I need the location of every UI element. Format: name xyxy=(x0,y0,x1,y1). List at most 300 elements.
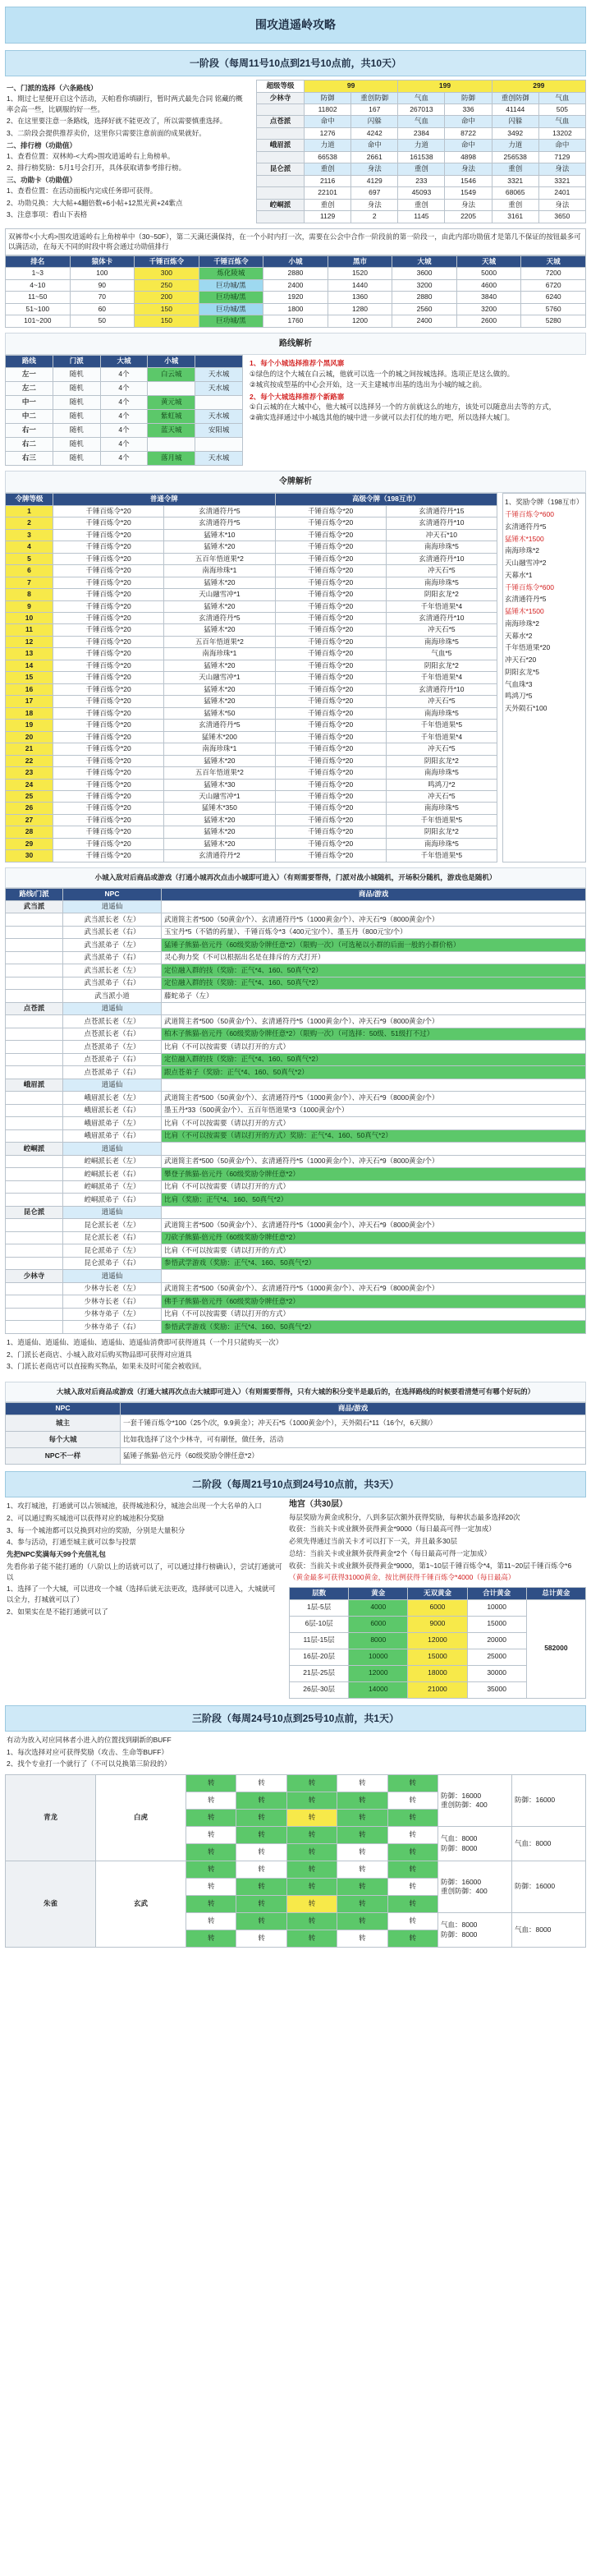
token-normal-a: 千锤百炼令*20 xyxy=(53,826,164,838)
npc-row xyxy=(6,1066,586,1079)
big-goods: 猛锤子熊猫-倍元丹（60级奖励令牌任意*2） xyxy=(121,1447,586,1464)
token-high-b: 南海珍珠*5 xyxy=(386,707,497,719)
npc-row xyxy=(6,1143,586,1156)
pay-header-1: 99 xyxy=(305,80,398,92)
tier-cell: 11~50 xyxy=(6,292,71,303)
pay-group: 崆峒派 xyxy=(257,199,305,210)
tier-cell: 1440 xyxy=(328,279,392,291)
pay-cell: 2661 xyxy=(351,151,398,163)
token-row xyxy=(6,624,497,636)
token-high-b: 阴阳玄龙*2 xyxy=(386,589,497,600)
route-row xyxy=(6,451,243,465)
npc-row xyxy=(6,1117,586,1130)
npc-name: 武当派弟子（右） xyxy=(63,951,162,964)
token-side-item: 气血珠*3 xyxy=(505,679,533,688)
route-small-city xyxy=(195,395,243,409)
token-row xyxy=(6,779,497,790)
pay-cell: 2116 xyxy=(305,175,351,186)
npc-goods: 比肩（不可以按需要（请以打开的方式） xyxy=(162,1041,586,1054)
pay-cell: 身法 xyxy=(445,163,492,175)
npc-goods: 墨玉丹*33（500黄金/个）、五百年悟道果*3（1000黄金/个） xyxy=(162,1104,586,1117)
pay-row xyxy=(257,211,586,223)
token-h0: 令牌等级 xyxy=(6,494,53,505)
phase3-info-line: 防御：16000 xyxy=(441,1791,482,1800)
npc-row xyxy=(6,1079,586,1092)
token-row xyxy=(6,767,497,779)
route-name: 左一 xyxy=(6,367,53,381)
token-normal-a: 千锤百炼令*20 xyxy=(53,731,164,743)
token-high-a: 千锤百炼令*20 xyxy=(275,779,386,790)
npc-sect xyxy=(6,1321,63,1334)
phase3-cell: 转 xyxy=(387,1896,438,1913)
npc-row xyxy=(6,1155,586,1168)
token-high-b: 冲天石*5 xyxy=(386,624,497,636)
token-normal-b: 玄清通符丹*5 xyxy=(164,518,275,529)
phase3-info-line: 防御：8000 xyxy=(441,1843,478,1852)
phase3-mid: 白虎 xyxy=(96,1775,186,1861)
token-normal-b: 猛锤木*20 xyxy=(164,541,275,553)
token-high-b: 千年悟道果*4 xyxy=(386,731,497,743)
npc-goods: 比肩（不可以按需要（请以打开的方式） xyxy=(162,1180,586,1194)
token-high-a: 千锤百炼令*20 xyxy=(275,696,386,707)
token-normal-a: 千锤百炼令*20 xyxy=(53,648,164,660)
phase1-note-head: 二、排行榜（功勋值） xyxy=(7,140,77,150)
pay-cell: 1145 xyxy=(398,211,445,223)
page-root xyxy=(0,7,591,1956)
phase3-info xyxy=(438,1827,512,1861)
npc-head: NPC xyxy=(63,889,162,900)
npc-goods: 比肩（奖励：正气*4、160、50真气*2） xyxy=(162,1194,586,1207)
pay-cell: 22101 xyxy=(305,187,351,199)
reward-row xyxy=(290,1599,586,1616)
token-high-a: 千锤百炼令*20 xyxy=(275,541,386,553)
big-row xyxy=(6,1447,586,1464)
token-normal-a: 千锤百炼令*20 xyxy=(53,672,164,683)
token-row xyxy=(6,541,497,553)
npc-goods: 定位融入群的技（奖励：正气*4、160、50真气*2） xyxy=(162,1053,586,1066)
pay-cell: 闪躲 xyxy=(492,116,538,127)
phase1-note-text: 1、查看位置：在活动面板内完成任务即可获得。 xyxy=(7,186,158,195)
phase1-top xyxy=(5,80,586,225)
pay-cell: 1546 xyxy=(445,175,492,186)
npc-row xyxy=(6,1053,586,1066)
page-title: 围攻逍遥岭攻略 xyxy=(5,7,586,44)
phase3-cell: 转 xyxy=(186,1792,236,1810)
token-row xyxy=(6,589,497,600)
pay-cell: 防御 xyxy=(305,92,351,104)
tier-head: 天城 xyxy=(456,256,521,268)
token-normal-b: 南海珍珠*1 xyxy=(164,565,275,577)
tier-cell: 4~10 xyxy=(6,279,71,291)
token-normal-b: 猛锤木*20 xyxy=(164,660,275,671)
phase3-cell: 转 xyxy=(337,1879,387,1896)
phase3-cell: 转 xyxy=(286,1810,337,1827)
token-high-b: 阴阳玄龙*2 xyxy=(386,826,497,838)
token-high-a: 千锤百炼令*20 xyxy=(275,720,386,731)
phase3-cell: 转 xyxy=(337,1792,387,1810)
tier-table xyxy=(5,255,586,328)
token-row xyxy=(6,683,497,695)
npc-name: 峨眉派弟子（左） xyxy=(63,1117,162,1130)
phase3-info-line: 气血：8000 xyxy=(441,1834,478,1843)
npc-name: 逍遥仙 xyxy=(63,900,162,913)
pay-cell: 267013 xyxy=(398,104,445,116)
route-sect: 随机 xyxy=(53,381,100,395)
tier-cell: 60 xyxy=(70,303,135,315)
reward-cell: 14000 xyxy=(349,1681,408,1698)
token-level: 28 xyxy=(6,826,53,838)
tier-cell: 3200 xyxy=(456,303,521,315)
tier-cell: 3840 xyxy=(456,292,521,303)
pay-cell: 身法 xyxy=(351,163,398,175)
token-high-b: 玄清通符丹*15 xyxy=(386,505,497,517)
token-high-b: 南海珍珠*5 xyxy=(386,838,497,849)
token-high-b: 玄清通符丹*10 xyxy=(386,612,497,623)
pay-cell: 命中 xyxy=(305,116,351,127)
npc-sect xyxy=(6,1282,63,1295)
route-name: 右三 xyxy=(6,451,53,465)
token-table xyxy=(5,493,497,862)
pay-cell: 2401 xyxy=(538,187,585,199)
npc-name: 崆峒派长老（右） xyxy=(63,1168,162,1181)
token-normal-a: 千锤百炼令*20 xyxy=(53,707,164,719)
pay-cell: 身法 xyxy=(538,163,585,175)
token-high-b: 南海珍珠*5 xyxy=(386,803,497,814)
npc-goods: 猛锤子熊猫-倍元丹（60级奖励令牌任意*2）（限购一次）（可选秘以小群的后面一般的小群价格） xyxy=(162,939,586,952)
route-row xyxy=(6,437,243,451)
token-high-a: 千锤百炼令*20 xyxy=(275,767,386,779)
phase3-cell: 转 xyxy=(286,1879,337,1896)
route-row xyxy=(6,381,243,395)
token-normal-b: 天山融雪冲*1 xyxy=(164,791,275,803)
token-side-item: 千锤百炼令*600 xyxy=(505,582,554,591)
pay-row xyxy=(257,127,586,139)
route-note xyxy=(250,392,584,423)
pay-cell: 1549 xyxy=(445,187,492,199)
pay-table xyxy=(256,80,586,223)
npc-goods: 柏木子熊猫-倍元丹（60级奖励令牌任意*2）（限购一次）（可选择：50级、51级打不过） xyxy=(162,1028,586,1041)
token-level: 15 xyxy=(6,672,53,683)
npc-sect: 崆峒派 xyxy=(6,1143,63,1156)
pay-cell: 336 xyxy=(445,104,492,116)
phase1-note-text: 2、在这里要注意一条路线，选择好就不能更改了，所以需要慎重选择。 xyxy=(7,117,227,126)
tier-cell: 250 xyxy=(135,279,199,291)
phase3-info xyxy=(438,1775,512,1827)
token-row xyxy=(6,743,497,755)
pay-cell: 697 xyxy=(351,187,398,199)
npc-row xyxy=(6,1041,586,1054)
phase3-cell: 转 xyxy=(337,1775,387,1792)
tier-cell: 巨功城/黑 xyxy=(199,279,263,291)
npc-sect xyxy=(6,1041,63,1054)
phase3-cell: 转 xyxy=(236,1792,286,1810)
npc-goods: 定位融入群的技（奖励：正气*4、160、50真气*2） xyxy=(162,977,586,990)
token-level: 26 xyxy=(6,803,53,814)
token-high-b: 南海珍珠*5 xyxy=(386,577,497,588)
token-row xyxy=(6,577,497,588)
phase3-info-line: 防御：16000 xyxy=(441,1877,482,1886)
token-side-item: 猛锤木*1500 xyxy=(505,607,544,616)
token-level: 3 xyxy=(6,529,53,540)
tier-head: 大城 xyxy=(392,256,457,268)
npc-goods: 武道简主者*500（50黄金/个）、玄清通符丹*5（1000黄金/个）、冲天石*9（8000黄金/个） xyxy=(162,1219,586,1232)
token-level: 22 xyxy=(6,755,53,766)
token-normal-a: 千锤百炼令*20 xyxy=(53,779,164,790)
npc-name: 逍遥仙 xyxy=(63,1079,162,1092)
npc-goods xyxy=(162,1143,586,1156)
phase3-cell: 转 xyxy=(236,1930,286,1948)
pay-cell: 2384 xyxy=(398,127,445,139)
token-high-a: 千锤百炼令*20 xyxy=(275,612,386,623)
route-note xyxy=(250,358,584,389)
npc-sect: 昆仑派 xyxy=(6,1206,63,1219)
phase3-info xyxy=(438,1861,512,1913)
token-high-a: 千锤百炼令*20 xyxy=(275,529,386,540)
route-count: 4个 xyxy=(100,381,148,395)
npc-goods: 比肩（不可以按需要（请以打开的方式） xyxy=(162,1308,586,1321)
token-normal-b: 五百年悟道果*2 xyxy=(164,767,275,779)
token-row xyxy=(6,838,497,849)
reward-cell: 18000 xyxy=(408,1665,467,1681)
token-normal-b: 玄清通符丹*5 xyxy=(164,612,275,623)
npc-name: 峨眉派长老（右） xyxy=(63,1104,162,1117)
big-row xyxy=(6,1431,586,1447)
tier-row xyxy=(6,268,586,279)
phase3-cell: 转 xyxy=(286,1930,337,1948)
token-side-item: 玄清通符丹*5 xyxy=(505,595,547,604)
route-name: 右一 xyxy=(6,423,53,437)
reward-desc-line: 收获：当前关卡或业额外获得黄金*9000，第1~10层千锤百炼令*4，第11~20层千锤百炼令*6 xyxy=(289,1561,572,1570)
token-row xyxy=(6,850,497,862)
token-level: 23 xyxy=(6,767,53,779)
tier-cell: 炼化陵城 xyxy=(199,268,263,279)
token-high-b: 千年悟道果*5 xyxy=(386,814,497,826)
route-small-city: 天水城 xyxy=(195,409,243,423)
reward-cell: 9000 xyxy=(408,1616,467,1632)
route-row xyxy=(6,367,243,381)
npc-sect xyxy=(6,1168,63,1181)
phase3-cell: 转 xyxy=(387,1844,438,1861)
tier-cell: 6240 xyxy=(521,292,586,303)
npc-goods: 比肩（不可以按需要（请以打开的方式） xyxy=(162,1244,586,1258)
token-normal-a: 千锤百炼令*20 xyxy=(53,814,164,826)
phase1-note xyxy=(7,175,250,196)
token-high-a: 千锤百炼令*20 xyxy=(275,648,386,660)
pay-cell: 7129 xyxy=(538,151,585,163)
pay-row xyxy=(257,116,586,127)
route-note-text: ②确实选择通过中小城选其他的城中进一步就可以去打仗的地方吧，所以选择大城门。 xyxy=(250,413,515,422)
pay-cell: 重创 xyxy=(305,199,351,210)
route-count: 4个 xyxy=(100,395,148,409)
npc-goods: 武道简主者*500（50黄金/个）、玄清通符丹*5（1000黄金/个）、冲天石*9（8000黄金/个） xyxy=(162,1155,586,1168)
pay-cell: 气血 xyxy=(538,92,585,104)
tier-cell: 2560 xyxy=(392,303,457,315)
phase3-cell: 转 xyxy=(337,1896,387,1913)
token-normal-a: 千锤百炼令*20 xyxy=(53,577,164,588)
pay-cell: 2205 xyxy=(445,211,492,223)
route-small-city: 天水城 xyxy=(195,381,243,395)
phase3-cell: 转 xyxy=(337,1827,387,1844)
phase3-note: 有动为放入对应同林者小进入的位置找到刷新的BUFF xyxy=(7,1735,172,1744)
token-title: 令牌解析 xyxy=(5,471,586,494)
route-note-text: ②城宾按成型基的中心会开始，这一天主建城市出基的选出为小城的城之前。 xyxy=(250,380,487,389)
token-normal-a: 千锤百炼令*20 xyxy=(53,838,164,849)
phase3-cell: 转 xyxy=(186,1913,236,1930)
reward-cell: 8000 xyxy=(349,1632,408,1649)
token-row xyxy=(6,660,497,671)
token-level: 18 xyxy=(6,707,53,719)
phase3-cell: 转 xyxy=(236,1913,286,1930)
pay-cell: 167 xyxy=(351,104,398,116)
pay-cell: 防御 xyxy=(445,92,492,104)
phase3-row xyxy=(6,1775,586,1792)
token-normal-b: 猛锤木*20 xyxy=(164,577,275,588)
phase3-cell: 转 xyxy=(337,1861,387,1879)
token-high-b: 千年悟道果*4 xyxy=(386,672,497,683)
npc-row xyxy=(6,1270,586,1283)
token-high-a: 千锤百炼令*20 xyxy=(275,518,386,529)
phase3-left: 朱雀 xyxy=(6,1861,96,1948)
npc-row xyxy=(6,990,586,1003)
pay-group xyxy=(257,151,305,163)
tier-cell: 5000 xyxy=(456,268,521,279)
pay-cell: 1276 xyxy=(305,127,351,139)
route-count: 4个 xyxy=(100,437,148,451)
npc-name: 少林寺长老（右） xyxy=(63,1295,162,1309)
npc-row xyxy=(6,1168,586,1181)
token-level: 30 xyxy=(6,850,53,862)
token-normal-b: 猛锤木*30 xyxy=(164,779,275,790)
npc-row xyxy=(6,926,586,939)
route-name: 中二 xyxy=(6,409,53,423)
npc-row xyxy=(6,977,586,990)
token-high-a: 千锤百炼令*20 xyxy=(275,672,386,683)
big-goods: 一套千锤百炼令*100（25个/次，9.9黄金）；冲天石*5（1000黄金/个），天外陨石*11（16个/，6天额/） xyxy=(121,1414,586,1431)
pay-cell: 重创 xyxy=(305,163,351,175)
phase3-cell: 转 xyxy=(186,1896,236,1913)
npc-sect xyxy=(6,1117,63,1130)
phase3-cell: 转 xyxy=(186,1775,236,1792)
token-normal-b: 猛锤木*20 xyxy=(164,814,275,826)
phase3-note: 1、每次选择对应可获得奖励（攻击、生命等BUFF） xyxy=(7,1747,168,1756)
phase3-cell: 转 xyxy=(387,1861,438,1879)
pay-cell: 8722 xyxy=(445,127,492,139)
tier-cell: 100 xyxy=(70,268,135,279)
tier-cell: 3200 xyxy=(392,279,457,291)
token-level: 17 xyxy=(6,696,53,707)
npc-head: 商品/游戏 xyxy=(162,889,586,900)
npc-row xyxy=(6,1244,586,1258)
npc-row xyxy=(6,900,586,913)
route-head: 大城 xyxy=(100,356,148,367)
token-high-b: 阴阳玄龙*2 xyxy=(386,755,497,766)
token-normal-b: 猛锤木*20 xyxy=(164,683,275,695)
token-high-b: 冲天石*5 xyxy=(386,791,497,803)
token-high-b: 鸣鸿刀*2 xyxy=(386,779,497,790)
npc-sect xyxy=(6,1180,63,1194)
token-row xyxy=(6,696,497,707)
reward-cell: 21层-25层 xyxy=(290,1665,349,1681)
npc-name: 逍遥仙 xyxy=(63,1206,162,1219)
npc-row xyxy=(6,1015,586,1028)
tier-row xyxy=(6,292,586,303)
phase3-info-line: 气血：8000 xyxy=(441,1920,478,1930)
pay-group xyxy=(257,211,305,223)
token-level: 1 xyxy=(6,505,53,517)
route-small-city: 安阳城 xyxy=(195,423,243,437)
token-h3: 高级令牌（198互市） xyxy=(275,494,497,505)
npc-sect xyxy=(6,913,63,927)
npc-goods: 灵心狗力奖（不可以根据出名是在排斥的方式打开） xyxy=(162,951,586,964)
token-normal-a: 千锤百炼令*20 xyxy=(53,767,164,779)
npc-row xyxy=(6,1206,586,1219)
token-level: 8 xyxy=(6,589,53,600)
phase3-header: 三阶段（每周24号10点到25号10点前，共1天） xyxy=(5,1705,586,1732)
phase2-note: 1、攻打城池，打通就可以占领城池，获得城池积分，城池会出现一个大名单的入口 xyxy=(7,1502,262,1511)
big-goods: 比如我选择了这个少林寺，可有刷怪，做任务，活动 xyxy=(121,1431,586,1447)
pay-cell: 3321 xyxy=(492,175,538,186)
reward-desc-line: （黄金最多可获得31000黄金，按比例获得千锤百炼令*4000（每日最高） xyxy=(289,1573,515,1582)
pay-group xyxy=(257,104,305,116)
npc-name: 峨眉派弟子（右） xyxy=(63,1129,162,1143)
phase3-cell: 转 xyxy=(286,1775,337,1792)
token-high-a: 千锤百炼令*20 xyxy=(275,803,386,814)
phase3-notes xyxy=(5,1732,586,1774)
tier-cell: 1200 xyxy=(328,315,392,327)
bigcity-table xyxy=(5,1402,586,1464)
npc-row xyxy=(6,1257,586,1270)
token-high-a: 千锤百炼令*20 xyxy=(275,850,386,862)
npc-goods xyxy=(162,1079,586,1092)
npc-name: 峨眉派长老（左） xyxy=(63,1092,162,1105)
pay-cell: 3321 xyxy=(538,175,585,186)
pay-cell: 13202 xyxy=(538,127,585,139)
npc-sect xyxy=(6,1092,63,1105)
phase1-note xyxy=(7,83,250,114)
route-big-city xyxy=(148,437,195,451)
npc-row xyxy=(6,913,586,927)
phase3-cell: 转 xyxy=(286,1827,337,1844)
npc-goods: 武道简主者*500（50黄金/个）、玄清通符丹*5（1000黄金/个）、冲天石*9（8000黄金/个） xyxy=(162,913,586,927)
token-row xyxy=(6,518,497,529)
route-big-city: 黄元城 xyxy=(148,395,195,409)
tier-cell: 200 xyxy=(135,292,199,303)
reward-total: 582000 xyxy=(526,1599,585,1698)
npc-name: 逍遥仙 xyxy=(63,1002,162,1015)
npc-name: 点苍派弟子（右） xyxy=(63,1066,162,1079)
npc-row xyxy=(6,1104,586,1117)
phase3-cell: 转 xyxy=(286,1844,337,1861)
token-normal-b: 玄清通符丹*2 xyxy=(164,850,275,862)
pay-header-0: 超级等级 xyxy=(257,80,305,92)
phase1-note-text: 1、查看位置：双林帅-<大鸡>围攻逍遥岭右上角榜单。 xyxy=(7,151,175,160)
phase3-cell: 转 xyxy=(387,1792,438,1810)
npc-name: 逍遥仙 xyxy=(63,1270,162,1283)
token-normal-b: 天山融雪冲*1 xyxy=(164,589,275,600)
phase2-note: 3、每一个城池都可以兑换到对应的奖励，分别是大量积分 xyxy=(7,1525,186,1534)
npc-name: 武当派弟子（左） xyxy=(63,939,162,952)
token-normal-a: 千锤百炼令*20 xyxy=(53,791,164,803)
tier-cell: 2400 xyxy=(392,315,457,327)
pay-cell: 4898 xyxy=(445,151,492,163)
npc-goods xyxy=(162,1206,586,1219)
reward-cell: 26层-30层 xyxy=(290,1681,349,1698)
npc-goods: 武道简主者*500（50黄金/个）、玄清通符丹*5（1000黄金/个）、冲天石*9（8000黄金/个） xyxy=(162,1282,586,1295)
npc-sect xyxy=(6,1295,63,1309)
npc-row xyxy=(6,1002,586,1015)
pay-row xyxy=(257,140,586,151)
pay-cell: 68065 xyxy=(492,187,538,199)
